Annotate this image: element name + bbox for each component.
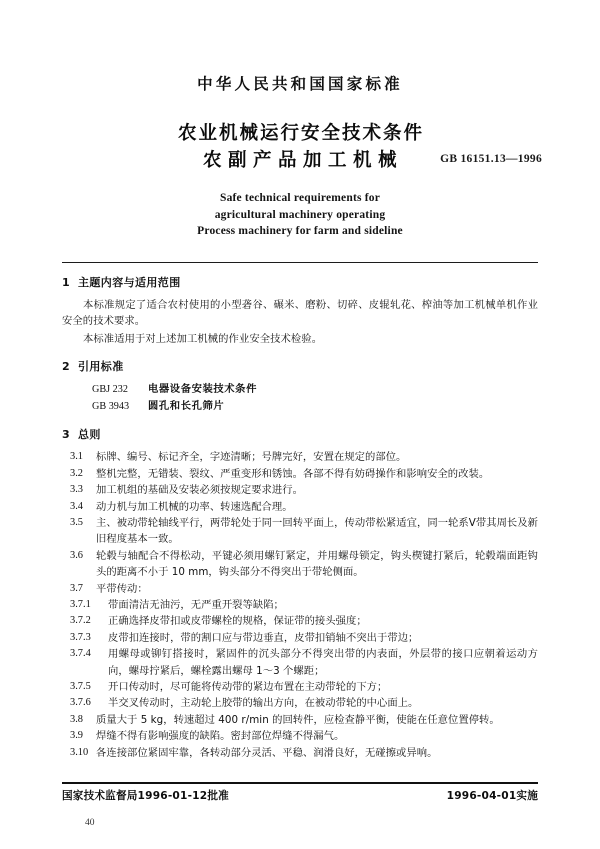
clause-number: 3.6 xyxy=(70,549,83,561)
clause-number: 3.9 xyxy=(70,730,83,742)
clause-text: 质量大于 5 kg，转速超过 400 r/min 的回转件，应检查静平衡，使能在任意位置停转。 xyxy=(96,713,500,726)
approval-statement: 国家技术监督局1996-01-12批准 xyxy=(62,790,229,802)
clause-row xyxy=(62,597,538,613)
clause-number: 3.5 xyxy=(70,516,83,528)
english-title-line-3: Process machinery for farm and sideline xyxy=(197,225,403,237)
header-divider-rule xyxy=(62,262,538,263)
clause-text: 用螺母或铆钉搭接时，紧固件的沉头部分不得突出带的内表面，外层带的接口应朝着运动方向，螺母拧紧后，螺栓露出螺母 1～3 个螺距； xyxy=(108,648,538,677)
section-heading-1 xyxy=(62,275,538,291)
section-heading-3 xyxy=(62,427,538,443)
document-masthead xyxy=(62,0,542,240)
clause-text: 开口传动时，尽可能将传动带的紧边布置在主动带轮的下方； xyxy=(108,680,388,693)
referenced-standards-list xyxy=(62,381,538,416)
standard-number: GB 16151.13—1996 xyxy=(440,153,542,165)
clause-text: 主、被动带轮轴线平行，两带轮处于同一回转平面上，传动带松紧适宜，同一轮系Ⅴ带其周长及新旧程度基本一致。 xyxy=(96,516,538,546)
clause-number: 3.1 xyxy=(70,451,83,463)
footer-divider-rule xyxy=(62,782,538,784)
clause-number: 3.7.5 xyxy=(70,680,91,692)
clause-text: 平带传动： xyxy=(96,582,148,595)
section-title-1: 主题内容与适用范围 xyxy=(78,275,181,289)
clause-number: 3.2 xyxy=(70,467,83,479)
english-title-line-2: agricultural machinery operating xyxy=(214,208,386,221)
clause-text: 带面清洁无油污，无严重开裂等缺陷； xyxy=(108,598,284,611)
clause-text: 加工机组的基础及安装必须按规定要求进行。 xyxy=(96,484,303,497)
clause-row xyxy=(62,695,538,711)
nation-heading: 中华人民共和国国家标准 xyxy=(197,75,403,93)
clause-text: 动力机与加工机械的功率、转速选配合理。 xyxy=(96,500,293,513)
referenced-standard-name: 圆孔和长孔筛片 xyxy=(148,400,225,413)
clause-row xyxy=(62,679,538,695)
clause-number: 3.10 xyxy=(70,746,89,758)
clause-number: 3.7.6 xyxy=(70,697,91,709)
clause-text: 标牌、编号、标记齐全，字迹清晰；号牌完好，安置在规定的部位。 xyxy=(96,451,407,464)
clause-text: 皮带扣连接时，带的割口应与带边垂直，皮带扣销轴不突出于带边； xyxy=(108,631,419,644)
clause-row xyxy=(62,646,538,679)
section-number-1: 1 xyxy=(62,275,71,289)
referenced-standard-code: GBJ 232 xyxy=(92,383,128,395)
document-footer xyxy=(62,788,538,803)
section-1-paragraph-1: 本标准规定了适合农村使用的小型砻谷、碾米、磨粉、切碎、皮辊轧花、榨油等加工机械单机作业安全的技术要求。 xyxy=(62,298,538,328)
clause-row xyxy=(62,613,538,629)
clause-row xyxy=(62,728,538,744)
clause-row xyxy=(62,515,538,548)
clause-row xyxy=(62,482,538,498)
referenced-standard-item xyxy=(62,381,538,399)
clause-number: 3.7.3 xyxy=(70,631,91,643)
section-1-paragraph-2: 本标准适用于对上述加工机械的作业安全技术检验。 xyxy=(83,333,323,346)
clause-row xyxy=(62,581,538,597)
section-title-2: 引用标准 xyxy=(78,359,124,373)
english-title-block xyxy=(62,190,538,240)
clause-number: 3.8 xyxy=(70,713,83,725)
title-block xyxy=(62,120,542,174)
clause-number: 3.7.1 xyxy=(70,598,91,610)
effective-date-statement: 1996-04-01实施 xyxy=(446,790,538,802)
clause-number: 3.7.4 xyxy=(70,648,91,660)
section-heading-2 xyxy=(62,359,538,375)
english-title-line-1: Safe technical requirements for xyxy=(219,192,381,204)
clause-number: 3.7 xyxy=(70,582,83,594)
clause-row xyxy=(62,712,538,728)
clause-text: 半交叉传动时，主动轮上胶带的输出方向，在被动带轮的中心面上。 xyxy=(108,697,419,710)
referenced-standard-name: 电器设备安装技术条件 xyxy=(148,382,257,395)
referenced-standard-code: GB 3943 xyxy=(92,401,130,413)
clause-text: 各连接部位紧固牢靠，各转动部分灵活、平稳、润滑良好，无碰擦或异响。 xyxy=(96,746,438,759)
section-number-3: 3 xyxy=(62,427,71,441)
clause-text: 正确选择皮带扣或皮带螺栓的规格，保证带的接头强度； xyxy=(108,615,367,628)
clause-number: 3.7.2 xyxy=(70,615,91,627)
clause-text: 整机完整，无错装、裂纹、严重变形和锈蚀。各部不得有妨碍操作和影响安全的改装。 xyxy=(96,467,490,480)
clause-number: 3.4 xyxy=(70,500,83,512)
clause-text: 焊缝不得有影响强度的缺陷。密封部位焊缝不得漏气。 xyxy=(96,730,345,743)
clause-number: 3.3 xyxy=(70,484,83,496)
page-number: 40 xyxy=(85,818,95,828)
clause-row xyxy=(62,449,538,465)
clause-row xyxy=(62,466,538,482)
clause-row xyxy=(62,548,538,581)
clause-row xyxy=(62,630,538,646)
document-body xyxy=(62,275,538,762)
document-title-main: 农业机械运行安全技术条件 xyxy=(177,123,424,144)
clause-row xyxy=(62,745,538,761)
document-title-sub: 农副产品加工机械 xyxy=(202,150,403,171)
section-number-2: 2 xyxy=(62,359,71,373)
referenced-standard-item xyxy=(62,398,538,416)
clause-row xyxy=(62,499,538,515)
section-title-3: 总则 xyxy=(78,427,101,441)
clause-text: 轮毂与轴配合不得松动，平键必须用螺钉紧定，并用螺母锁定，钩头楔键打紧后，轮毂端面距钩头的距离不小于 10 mm，钩头部分不得突出于带轮侧面。 xyxy=(96,549,538,579)
